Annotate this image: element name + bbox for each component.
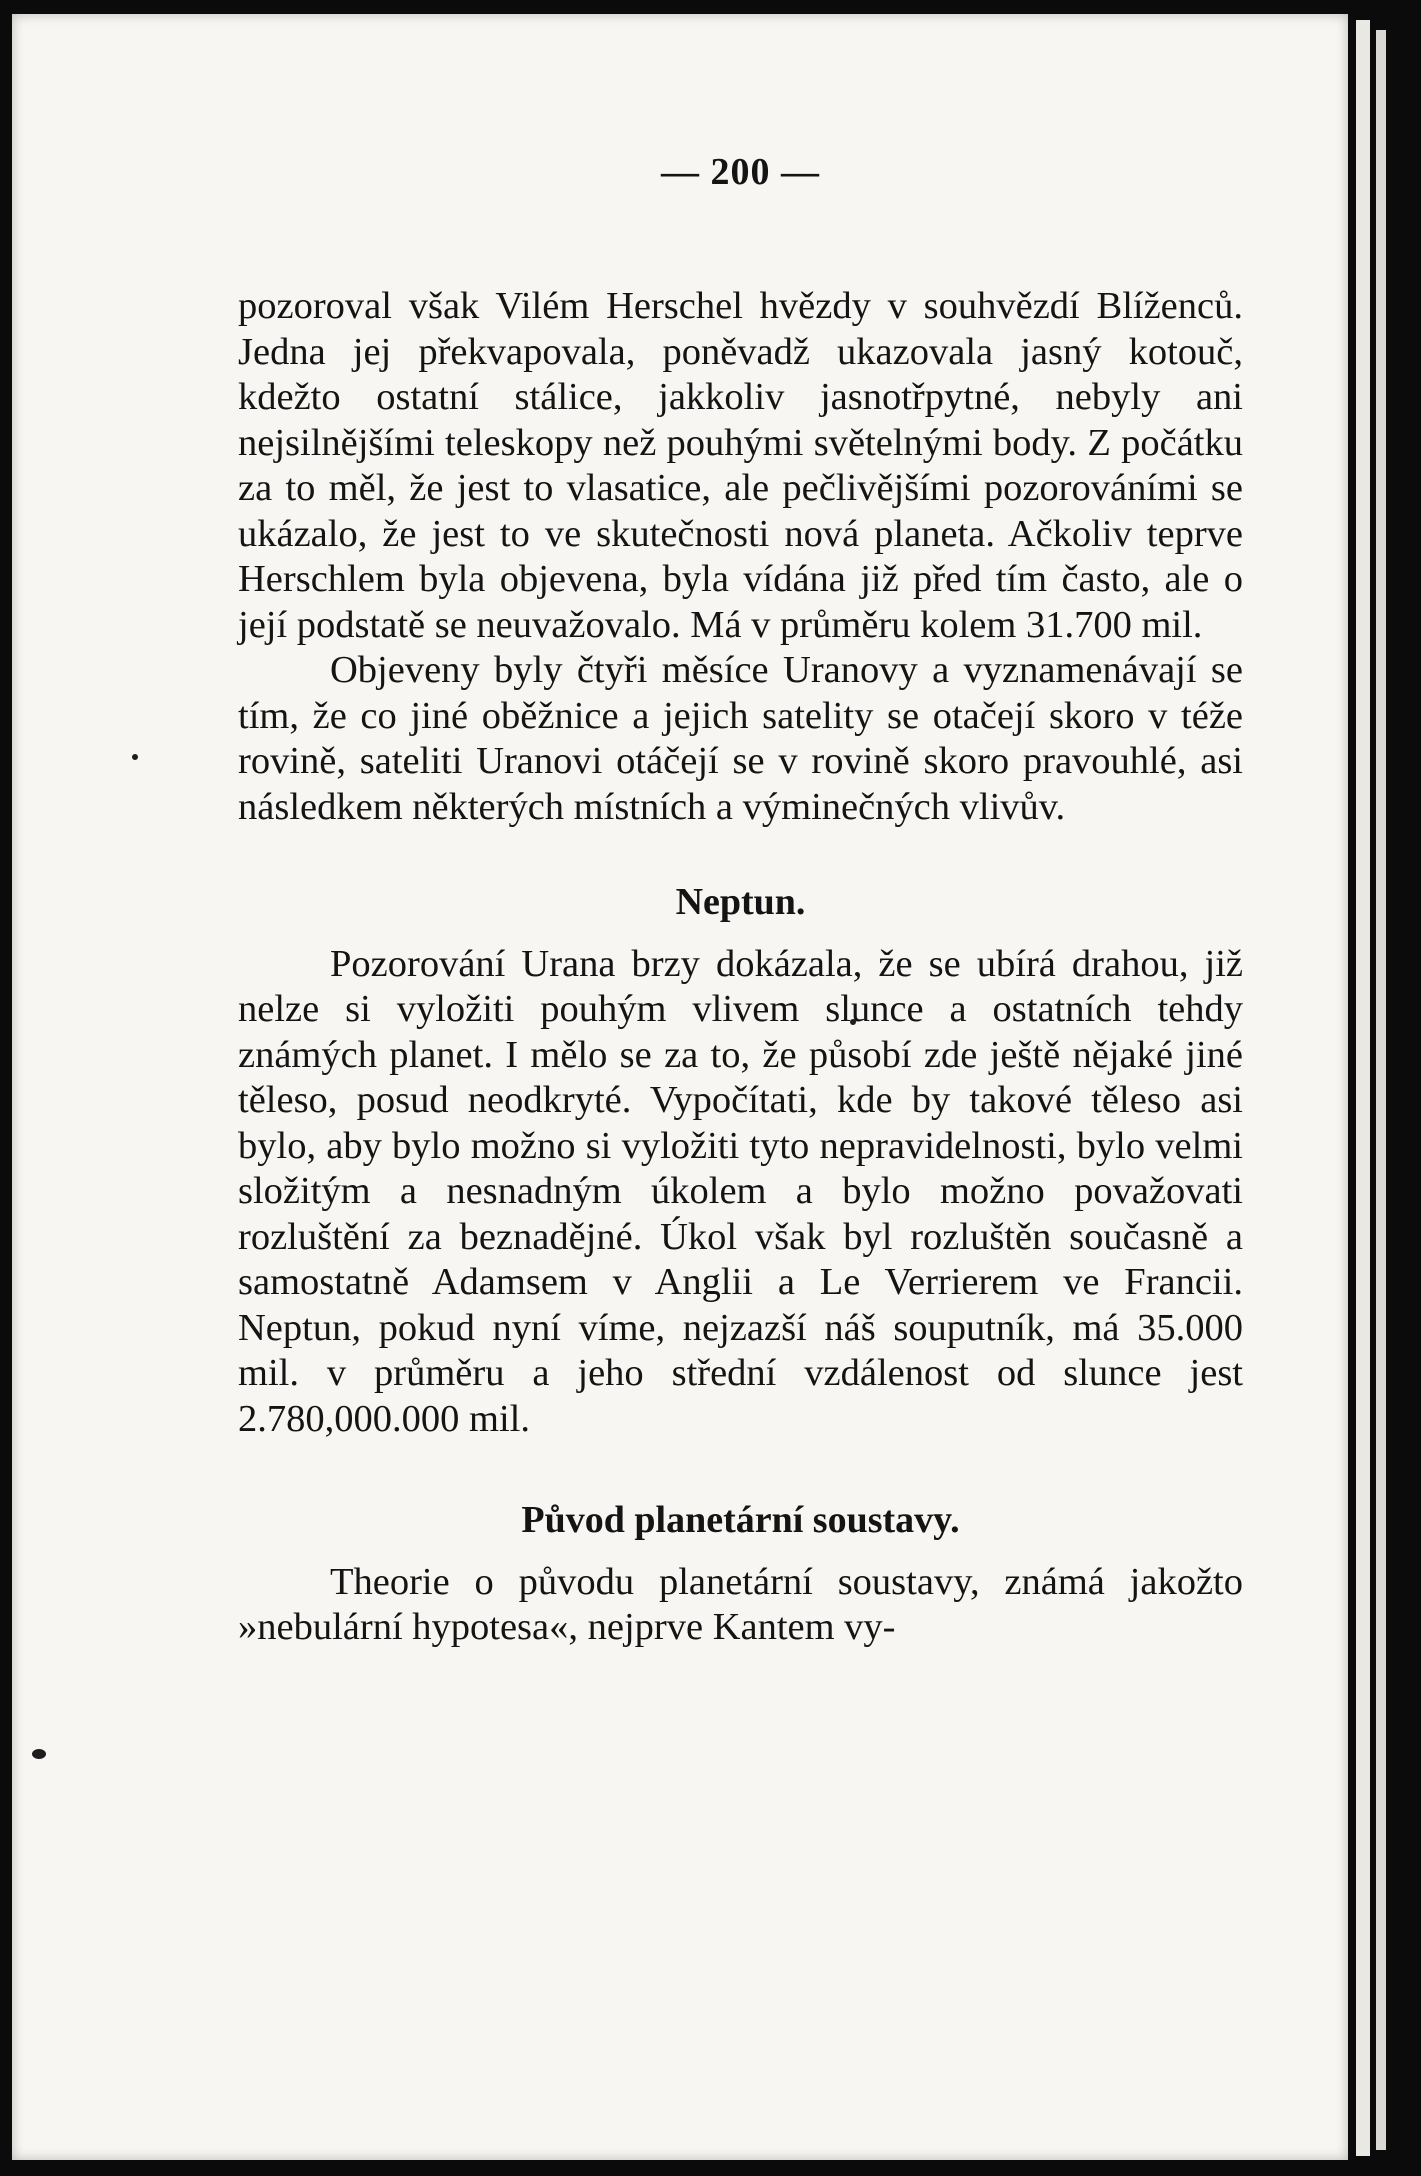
- page-edge-shadow: [1376, 30, 1386, 2150]
- paragraph-neptun: Pozorování Urana brzy dokázala, že se ubírá drahou, již nelze si vyložiti pouhým vlivem slunce a ostatních tehdy známých planet. I mělo se za to, že působí zde ještě nějaké jiné těleso, posud neodkryté. Vypočítati, kde by takové těleso asi bylo, aby bylo možno si vyložiti tyto nepravidelnosti, bylo velmi složitým a nesnadným úkolem a bylo možno považovati rozluštění za beznadějné. Úkol však byl rozluštěn současně a samostatně Adamsem v Anglii a Le Verrierem ve Francii. Neptun, pokud nyní víme, nejzazší náš souputník, má 35.000 mil. v průměru a jeho střední vzdálenost od slunce jest 2.780,000.000 mil.: [238, 942, 1243, 1440]
- paragraph-uranus-discovery: pozoroval však Vilém Herschel hvězdy v souhvězdí Blíženců. Jedna jej překvapovala, poněvadž ukazovala jasný kotouč, kdežto ostatní stálice, jakkoliv jasnotřpytné, nebyly ani nejsilnějšími teleskopy než pouhými světelnými body. Z počátku za to měl, že jest to vlasatice, ale pečlivějšími pozorováními se ukázalo, že jest to ve skutečnosti nová planeta. Ačkoliv teprve Herschlem byla objevena, byla vídána již před tím často, ale o její podstatě se neuvažovalo. Má v průměru kolem 31.700 mil.: [238, 285, 1243, 646]
- ink-speck: [132, 754, 138, 760]
- paragraph-puvod: Theorie o původu planetární soustavy, známá jakožto »nebulární hypotesa«, nejprve Kantem vy-: [238, 1560, 1243, 1648]
- paragraph-uranus-moons: Objeveny byly čtyři měsíce Uranovy a vyznamenávají se tím, že co jiné oběžnice a jejich satelity se otačejí skoro v téže rovině, sateliti Uranovi otáčejí se v rovině skoro pravouhlé, asi následkem některých místních a výminečných vlivův.: [238, 649, 1243, 828]
- page-edge: [1356, 20, 1370, 2156]
- page-number: — 200 —: [661, 151, 820, 193]
- heading-neptun: Neptun.: [675, 881, 806, 923]
- heading-puvod: Původ planetární soustavy.: [521, 1499, 960, 1541]
- page-content: [238, 150, 1243, 1651]
- ink-speck: [32, 1749, 46, 1759]
